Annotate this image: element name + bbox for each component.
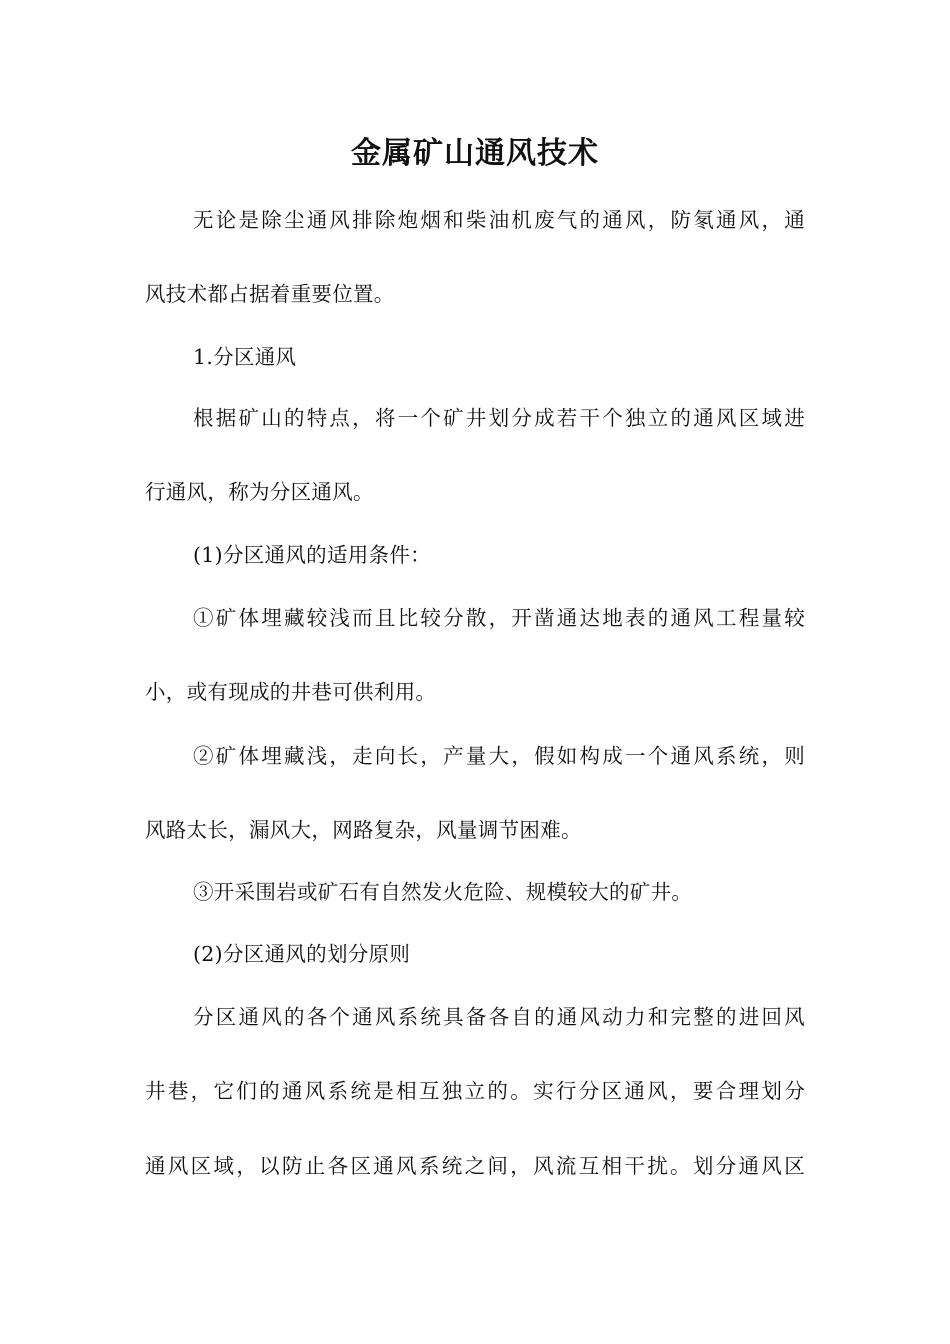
- paragraph-line: 分区通风的各个通风系统具备各自的通风动力和完整的进回风: [193, 1005, 805, 1029]
- paragraph-line: 无论是除尘通风排除炮烟和柴油机废气的通风，防氡通风，通: [193, 208, 805, 232]
- list-item-line: 小，或有现成的井巷可供利用。: [145, 680, 437, 704]
- list-item-line: 风路太长，漏风大，网路复杂，风量调节困难。: [145, 818, 582, 842]
- paragraph-line: 井巷，它们的通风系统是相互独立的。实行分区通风，要合理划分: [145, 1079, 805, 1103]
- list-item-line: ③开采围岩或矿石有自然发火危险、规模较大的矿井。: [193, 880, 693, 904]
- subsection-heading: (1)分区通风的适用条件：: [193, 543, 431, 567]
- document-title: 金属矿山通风技术: [351, 136, 599, 171]
- subsection-heading: (2)分区通风的划分原则: [193, 942, 411, 966]
- paragraph-line: 根据矿山的特点，将一个矿井划分成若干个独立的通风区域进: [193, 406, 805, 430]
- list-item-line: ①矿体埋藏较浅而且比较分散，开凿通达地表的通风工程量较: [193, 606, 805, 630]
- section-heading: 1.分区通风: [193, 345, 297, 369]
- paragraph-line: 风技术都占据着重要位置。: [145, 282, 395, 306]
- list-item-line: ②矿体埋藏浅，走向长，产量大，假如构成一个通风系统，则: [193, 744, 805, 768]
- paragraph-line: 行通风，称为分区通风。: [145, 480, 374, 504]
- paragraph-line: 通风区域，以防止各区通风系统之间，风流互相干扰。划分通风区: [145, 1154, 805, 1178]
